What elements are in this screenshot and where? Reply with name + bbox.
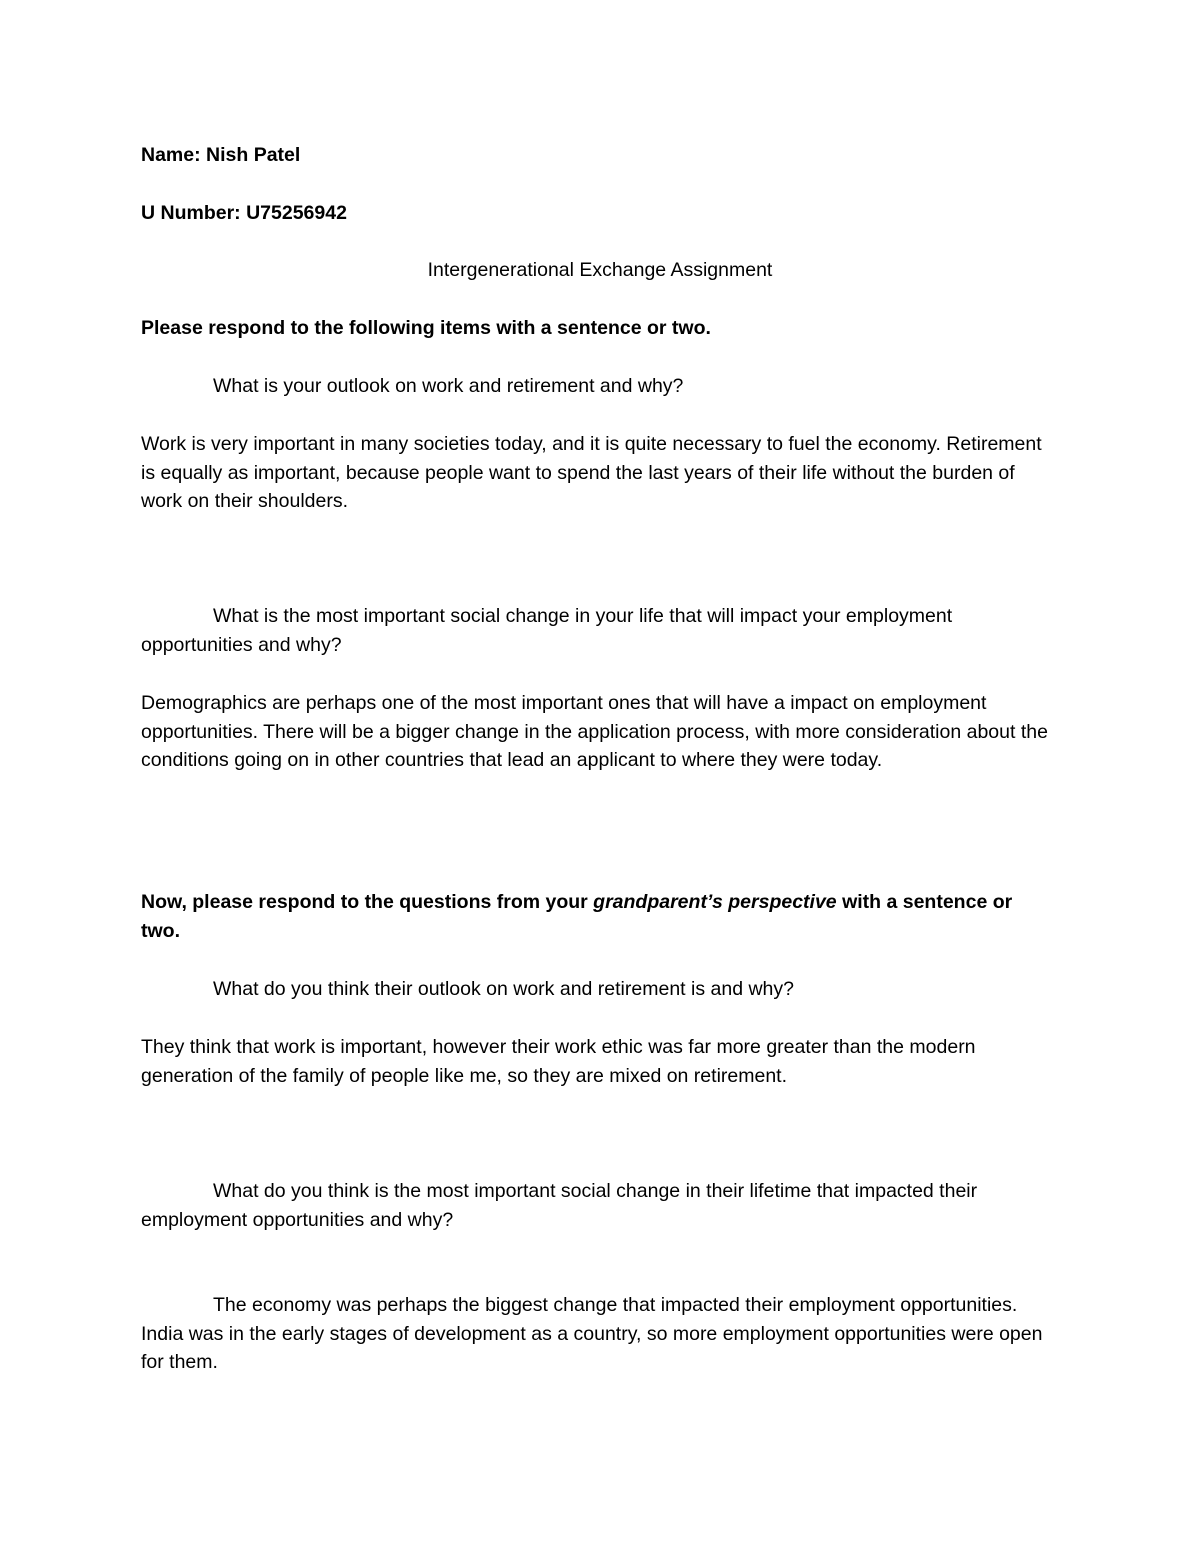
section2-instruction (141, 888, 1051, 945)
section1-instruction: Please respond to the following items with a sentence or two. (141, 317, 711, 339)
section2-instruction-before: Now, please respond to the questions from your (141, 891, 594, 913)
section2-answer-2: The economy was perhaps the biggest change that impacted their employment opportunities. India was in the early stages of development as a country, so more employment opportunities were open for them. (141, 1294, 1043, 1374)
section1-question-2: What is the most important social change in your life that will impact your employment opportunities and why? (141, 605, 953, 656)
section2-instruction-after: with a sentence or two. (141, 891, 1013, 942)
section2-answer-1: They think that work is important, however their work ethic was far more greater than the modern generation of the family of people like me, so they are mixed on retirement. (141, 1036, 976, 1087)
section2-question-2: What do you think is the most important social change in their lifetime that impacted their employment opportunities and why? (141, 1180, 978, 1231)
section2-instruction-emphasis: grandparent’s perspective (593, 891, 837, 913)
student-name: Name: Nish Patel (141, 144, 301, 166)
student-u-number: U Number: U75256942 (141, 202, 347, 224)
section1-answer-1: Work is very important in many societies today, and it is quite necessary to fuel the economy. Retirement is equally as important, because people want to spend the last years of their life without the burden of work on their shoulders. (141, 433, 1042, 513)
section2-question-1: What do you think their outlook on work and retirement is and why? (213, 978, 794, 1000)
document-title: Intergenerational Exchange Assignment (427, 259, 773, 281)
section1-question-1: What is your outlook on work and retirement and why? (213, 375, 684, 397)
section1-answer-2: Demographics are perhaps one of the most important ones that will have a impact on employment opportunities. There will be a bigger change in the application process, with more consideration about the conditions going on in other countries that lead an applicant to where they were today. (141, 692, 1048, 772)
